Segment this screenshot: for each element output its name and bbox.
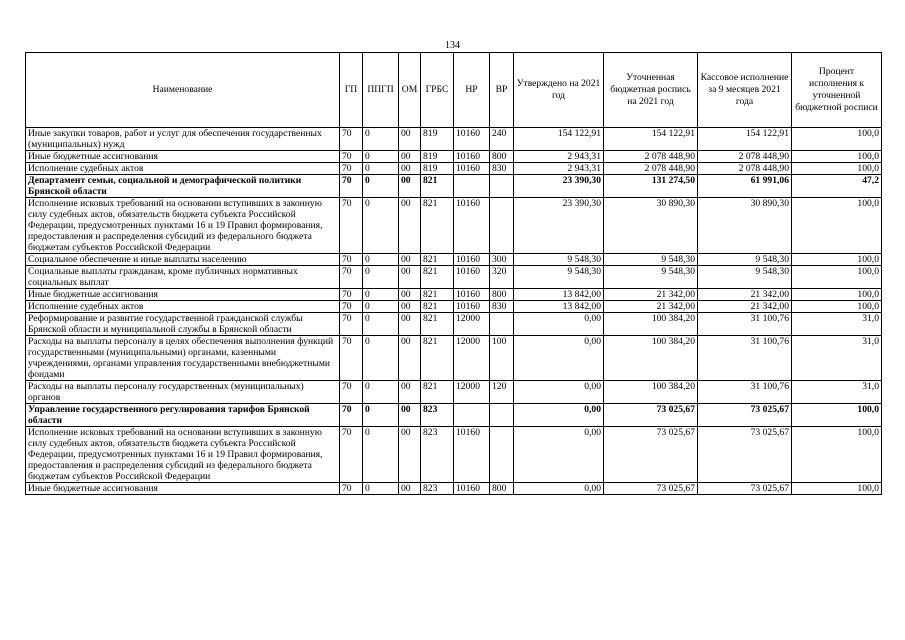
row-cash: 9 548,30 [698,254,792,266]
row-percent: 47,2 [792,175,882,198]
row-np [454,404,490,427]
row-vr: 120 [490,381,514,404]
row-ppgp: 0 [363,151,399,163]
table-row-section [26,404,882,427]
header-grbs: ГРБС [421,53,454,128]
row-refined: 154 122,91 [604,128,698,151]
table-row-section [26,175,882,198]
row-gp: 70 [340,266,363,289]
row-approved: 9 548,30 [514,266,604,289]
row-approved: 23 390,30 [514,175,604,198]
row-vr [490,175,514,198]
row-cash: 9 548,30 [698,266,792,289]
row-cash: 21 342,00 [698,301,792,313]
page-number: 134 [445,40,460,51]
row-gp: 70 [340,198,363,254]
row-grbs: 823 [421,427,454,483]
row-np: 12000 [454,381,490,404]
row-om: 00 [399,198,421,254]
row-refined: 30 890,30 [604,198,698,254]
row-approved: 23 390,30 [514,198,604,254]
row-name: Исполнение судебных актов [26,163,340,175]
table-row [26,151,882,163]
row-approved: 0,00 [514,313,604,336]
row-name: Исполнение судебных актов [26,301,340,313]
row-np [454,175,490,198]
row-gp: 70 [340,483,363,495]
row-grbs: 821 [421,266,454,289]
table-row [26,336,882,381]
table-row [26,289,882,301]
row-refined: 21 342,00 [604,301,698,313]
row-refined: 9 548,30 [604,266,698,289]
row-om: 00 [399,427,421,483]
row-approved: 0,00 [514,381,604,404]
row-om: 00 [399,128,421,151]
row-grbs: 821 [421,198,454,254]
row-vr: 320 [490,266,514,289]
header-percent: Процент исполнения к уточненной бюджетной росписи [792,53,882,128]
row-refined: 100 384,20 [604,336,698,381]
table-row [26,313,882,336]
row-refined: 131 274,50 [604,175,698,198]
row-vr [490,404,514,427]
row-np: 10160 [454,254,490,266]
row-cash: 21 342,00 [698,289,792,301]
row-grbs: 823 [421,404,454,427]
row-grbs: 821 [421,254,454,266]
row-approved: 9 548,30 [514,254,604,266]
row-percent: 100,0 [792,301,882,313]
row-ppgp: 0 [363,381,399,404]
row-percent: 100,0 [792,151,882,163]
row-np: 10160 [454,198,490,254]
row-refined: 2 078 448,90 [604,163,698,175]
row-name: Иные бюджетные ассигнования [26,483,340,495]
row-refined: 73 025,67 [604,483,698,495]
row-cash: 30 890,30 [698,198,792,254]
row-name: Исполнение исковых требований на основании вступивших в законную силу судебных актов, обязательств бюджета субъекта Российской Федерации, предусмотренных пунктами 16 и 19 Правил формирования, предоставления и распределения субсидий из федерального бюджета бюджетам субъектов Российской Федерации [26,427,340,483]
row-name: Департамент семьи, социальной и демографической политики Брянской области [26,175,340,198]
row-approved: 0,00 [514,404,604,427]
table-row [26,483,882,495]
row-percent: 100,0 [792,483,882,495]
row-vr: 800 [490,151,514,163]
row-om: 00 [399,266,421,289]
table-header-row [26,53,882,128]
row-grbs: 821 [421,336,454,381]
row-percent: 100,0 [792,198,882,254]
row-ppgp: 0 [363,198,399,254]
row-ppgp: 0 [363,163,399,175]
row-percent: 31,0 [792,381,882,404]
row-approved: 0,00 [514,427,604,483]
row-vr: 240 [490,128,514,151]
row-name: Реформирование и развитие государственной гражданской службы Брянской области и муниципальной службы в Брянской области [26,313,340,336]
header-np: НР [454,53,490,128]
row-grbs: 821 [421,289,454,301]
row-grbs: 821 [421,381,454,404]
row-ppgp: 0 [363,266,399,289]
table-row [26,266,882,289]
row-ppgp: 0 [363,301,399,313]
row-percent: 31,0 [792,336,882,381]
row-gp: 70 [340,163,363,175]
row-cash: 73 025,67 [698,404,792,427]
header-ppgp: ППГП [363,53,399,128]
row-om: 00 [399,254,421,266]
header-gp: ГП [340,53,363,128]
row-vr [490,313,514,336]
row-percent: 100,0 [792,128,882,151]
row-ppgp: 0 [363,289,399,301]
table-row [26,128,882,151]
header-name: Наименование [26,53,340,128]
row-refined: 100 384,20 [604,381,698,404]
header-approved: Утверждено на 2021 год [514,53,604,128]
row-refined: 21 342,00 [604,289,698,301]
row-approved: 13 842,00 [514,301,604,313]
row-gp: 70 [340,313,363,336]
row-np: 10160 [454,266,490,289]
row-gp: 70 [340,336,363,381]
row-gp: 70 [340,175,363,198]
row-np: 12000 [454,336,490,381]
row-ppgp: 0 [363,128,399,151]
row-np: 10160 [454,427,490,483]
row-np: 10160 [454,128,490,151]
row-approved: 2 943,31 [514,151,604,163]
table-row [26,427,882,483]
row-om: 00 [399,483,421,495]
row-ppgp: 0 [363,254,399,266]
row-np: 12000 [454,313,490,336]
row-ppgp: 0 [363,404,399,427]
row-cash: 2 078 448,90 [698,151,792,163]
row-gp: 70 [340,427,363,483]
table-row [26,381,882,404]
row-om: 00 [399,381,421,404]
row-ppgp: 0 [363,175,399,198]
budget-table [25,52,882,495]
row-vr: 300 [490,254,514,266]
row-percent: 100,0 [792,163,882,175]
row-grbs: 819 [421,128,454,151]
row-gp: 70 [340,301,363,313]
row-grbs: 821 [421,301,454,313]
row-cash: 73 025,67 [698,483,792,495]
header-refined: Уточненная бюджетная роспись на 2021 год [604,53,698,128]
row-grbs: 821 [421,313,454,336]
row-om: 00 [399,163,421,175]
row-name: Социальное обеспечение и иные выплаты населению [26,254,340,266]
row-om: 00 [399,301,421,313]
row-name: Социальные выплаты гражданам, кроме публичных нормативных социальных выплат [26,266,340,289]
row-gp: 70 [340,151,363,163]
row-ppgp: 0 [363,336,399,381]
row-cash: 61 991,06 [698,175,792,198]
row-name: Иные бюджетные ассигнования [26,151,340,163]
row-om: 00 [399,313,421,336]
row-np: 10160 [454,151,490,163]
row-om: 00 [399,336,421,381]
row-cash: 31 100,76 [698,313,792,336]
row-refined: 73 025,67 [604,404,698,427]
header-om: ОМ [399,53,421,128]
row-approved: 2 943,31 [514,163,604,175]
table-row [26,163,882,175]
row-percent: 100,0 [792,254,882,266]
row-cash: 154 122,91 [698,128,792,151]
row-vr: 100 [490,336,514,381]
row-ppgp: 0 [363,483,399,495]
row-gp: 70 [340,254,363,266]
row-np: 10160 [454,483,490,495]
row-om: 00 [399,289,421,301]
row-approved: 154 122,91 [514,128,604,151]
row-ppgp: 0 [363,427,399,483]
row-cash: 73 025,67 [698,427,792,483]
row-refined: 100 384,20 [604,313,698,336]
row-om: 00 [399,175,421,198]
row-grbs: 819 [421,163,454,175]
table-row [26,198,882,254]
row-percent: 100,0 [792,289,882,301]
row-name: Иные бюджетные ассигнования [26,289,340,301]
row-name: Расходы на выплаты персоналу государственных (муниципальных) органов [26,381,340,404]
row-vr [490,427,514,483]
row-percent: 100,0 [792,427,882,483]
row-np: 10160 [454,301,490,313]
table-row [26,254,882,266]
row-gp: 70 [340,381,363,404]
row-np: 10160 [454,289,490,301]
row-gp: 70 [340,404,363,427]
row-cash: 2 078 448,90 [698,163,792,175]
row-grbs: 823 [421,483,454,495]
row-cash: 31 100,76 [698,336,792,381]
table-row [26,301,882,313]
row-gp: 70 [340,289,363,301]
row-om: 00 [399,151,421,163]
header-cash: Кассовое исполнение за 9 месяцев 2021 года [698,53,792,128]
header-vr: ВР [490,53,514,128]
row-refined: 9 548,30 [604,254,698,266]
row-cash: 31 100,76 [698,381,792,404]
row-name: Управление государственного регулирования тарифов Брянской области [26,404,340,427]
row-grbs: 819 [421,151,454,163]
row-np: 10160 [454,163,490,175]
row-grbs: 821 [421,175,454,198]
row-approved: 13 842,00 [514,289,604,301]
row-refined: 73 025,67 [604,427,698,483]
row-name: Иные закупки товаров, работ и услуг для обеспечения государственных (муниципальных) нужд [26,128,340,151]
row-ppgp: 0 [363,313,399,336]
row-vr: 830 [490,301,514,313]
row-vr: 800 [490,289,514,301]
row-om: 00 [399,404,421,427]
row-gp: 70 [340,128,363,151]
row-percent: 31,0 [792,313,882,336]
row-percent: 100,0 [792,266,882,289]
row-refined: 2 078 448,90 [604,151,698,163]
row-approved: 0,00 [514,336,604,381]
row-name: Исполнение исковых требований на основании вступивших в законную силу судебных актов, обязательств бюджета субъекта Российской Федерации, предусмотренных пунктами 16 и 19 Правил формирования, предоставления и распределения субсидий из федерального бюджета бюджетам субъектов Российской Федерации [26,198,340,254]
row-vr [490,198,514,254]
row-vr: 830 [490,163,514,175]
row-approved: 0,00 [514,483,604,495]
row-percent: 100,0 [792,404,882,427]
row-name: Расходы на выплаты персоналу в целях обеспечения выполнения функций государственными (муниципальными) органами, казенными учреждениями, органами управления государственными внебюджетными фондами [26,336,340,381]
row-vr: 800 [490,483,514,495]
